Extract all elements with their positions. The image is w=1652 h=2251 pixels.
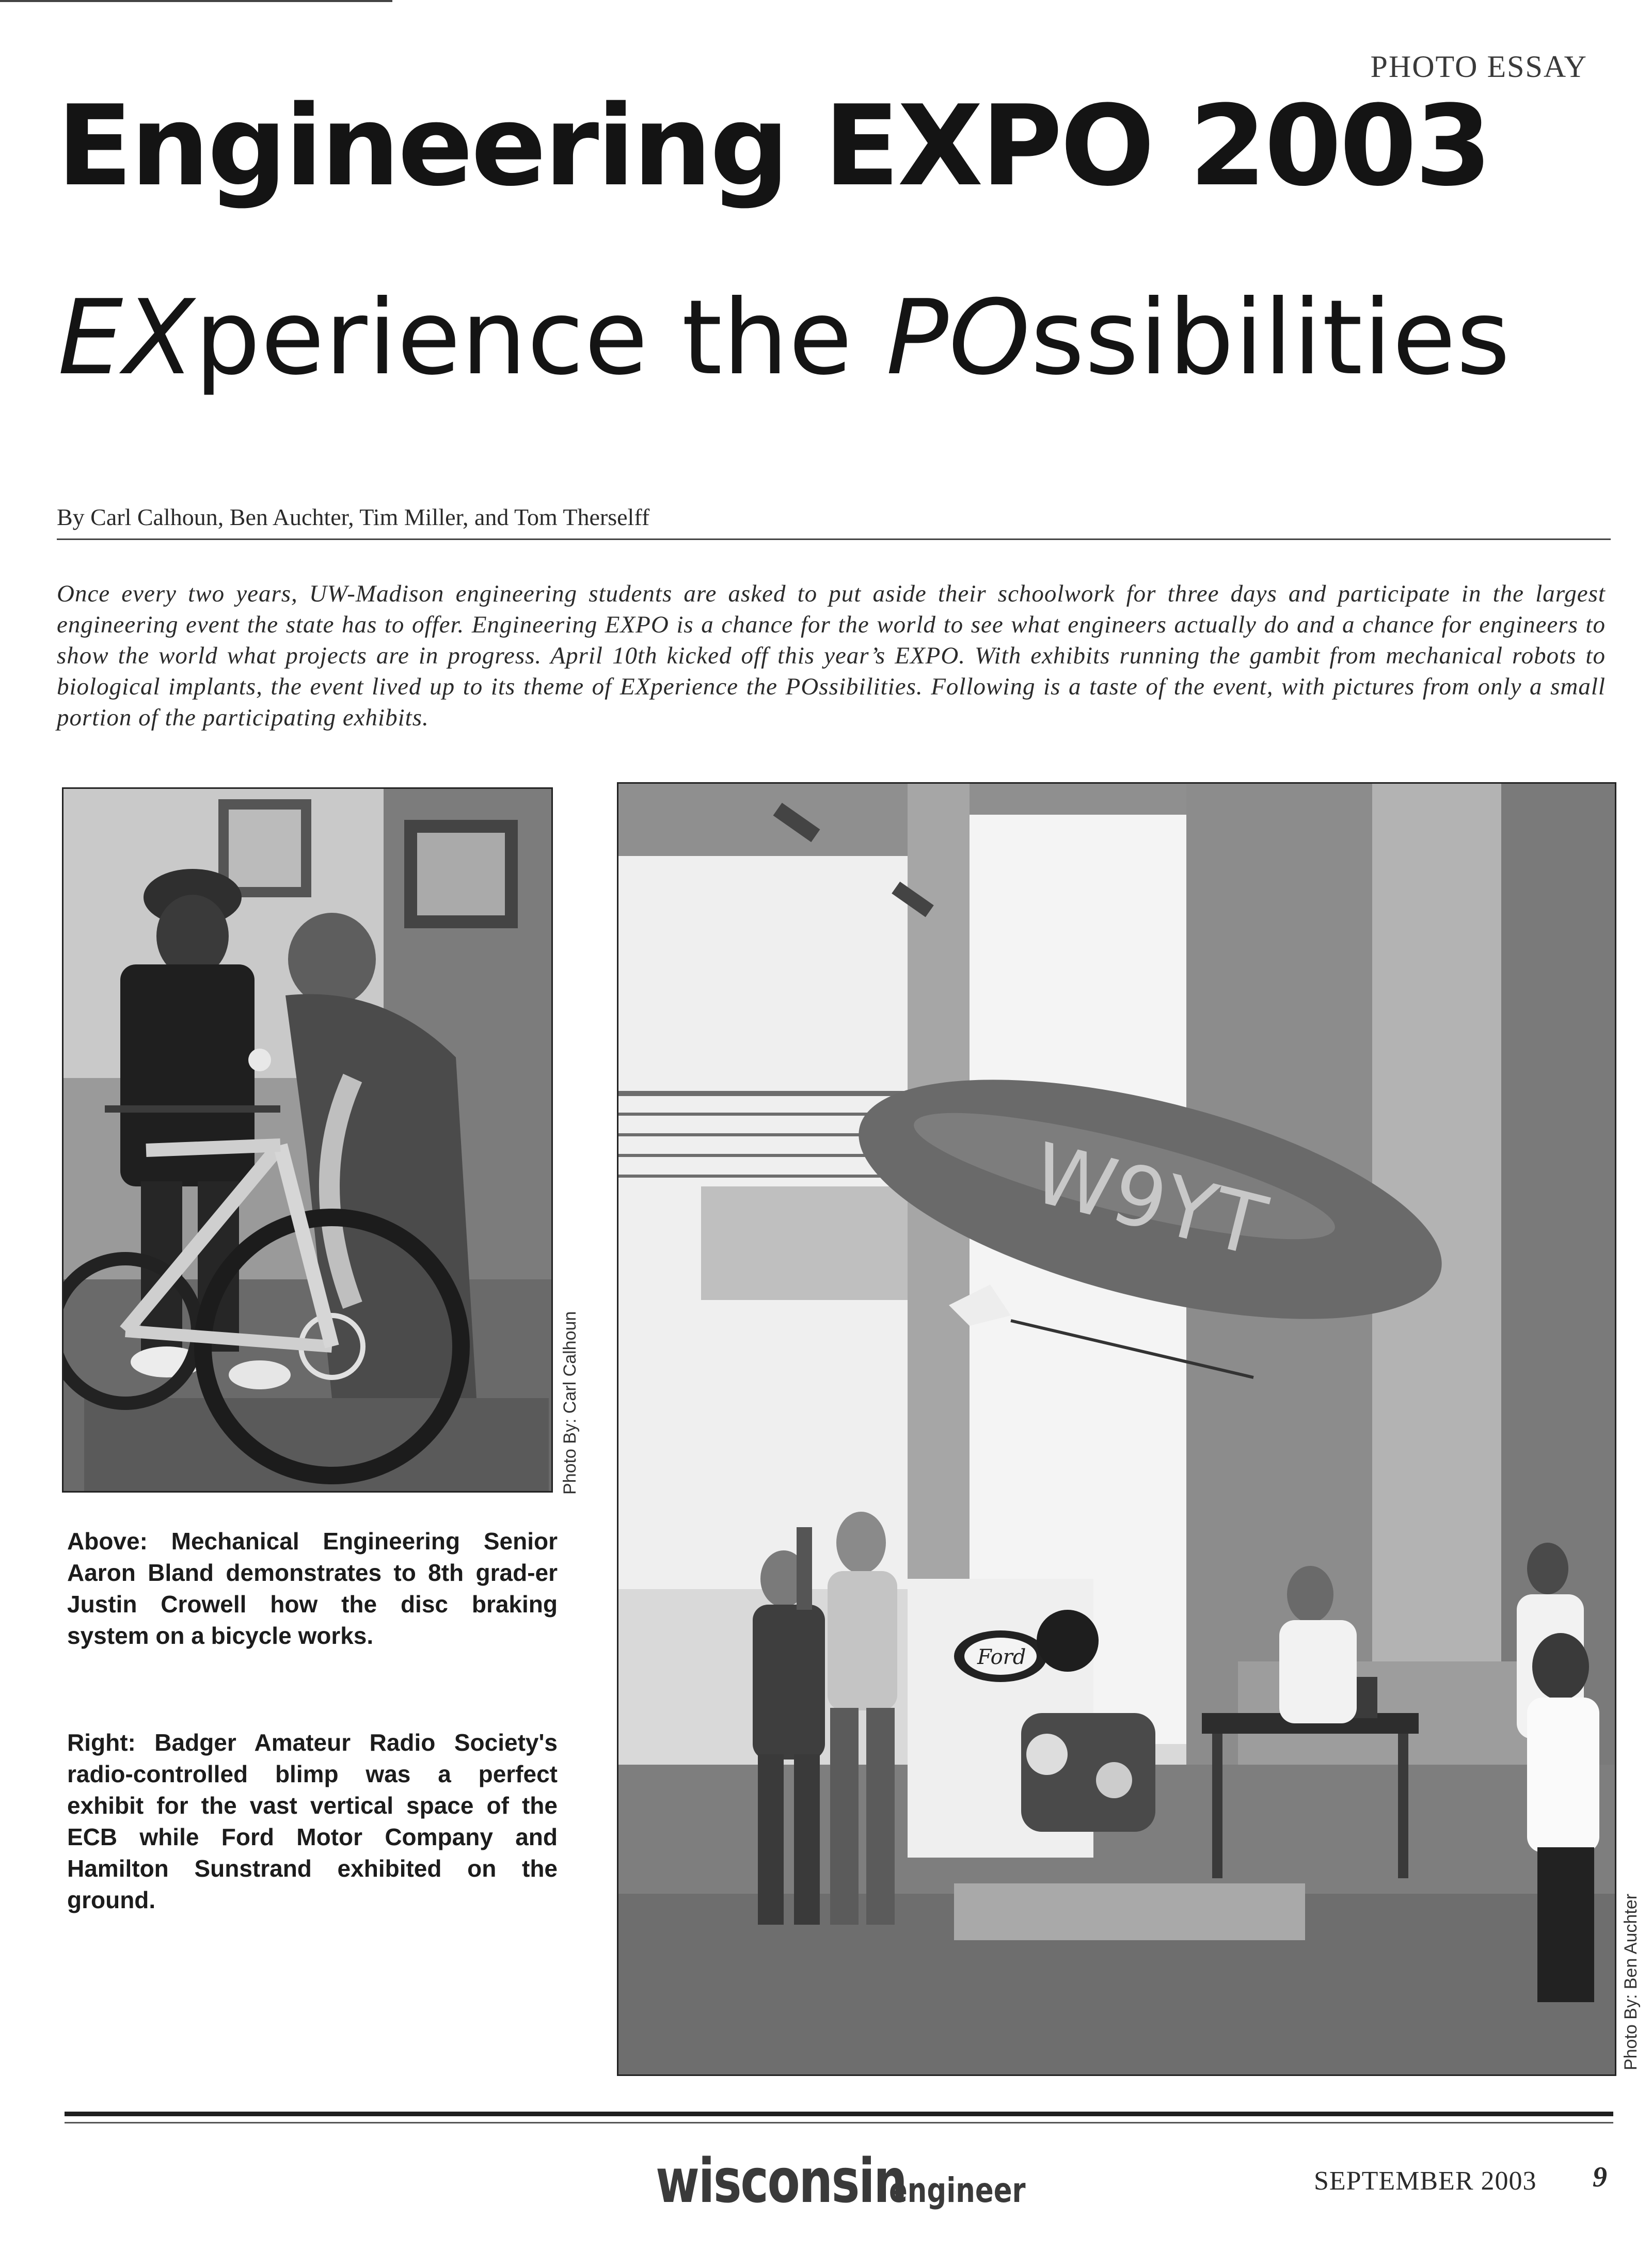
page-subtitle bbox=[58, 278, 1511, 398]
subtitle-part-po: PO bbox=[886, 278, 1031, 398]
subtitle-part-ex: EX bbox=[58, 278, 195, 398]
top-hairline bbox=[0, 0, 392, 2]
magazine-logo bbox=[656, 2145, 1060, 2216]
issue-date: SEPTEMBER 2003 bbox=[1314, 2166, 1537, 2196]
footer-rule-thick bbox=[65, 2112, 1613, 2116]
bicycle-brake-photo bbox=[62, 787, 553, 1493]
byline-divider bbox=[57, 538, 1611, 540]
subtitle-part-perience: perience the bbox=[195, 278, 886, 398]
caption-above: Above: Mechanical Engineering Senior Aaron Bland demonstrates to 8th grad-er Justin Crowell how the disc braking system on a bicycle works. bbox=[67, 1528, 558, 1649]
left-photo-credit: Photo By: Carl Calhoun bbox=[560, 1311, 580, 1495]
caption-right: Right: Badger Amateur Radio Society's radio-controlled blimp was a perfect exhibit for the vast vertical space of the ECB while Ford Motor Company and Hamilton Sunstrand exhibited on the ground. bbox=[67, 1729, 558, 1913]
right-photo-credit: Photo By: Ben Auchter bbox=[1621, 1893, 1641, 2070]
logo-engineer: engineer bbox=[889, 2170, 1026, 2210]
page-title: Engineering EXPO 2003 bbox=[57, 81, 1490, 211]
blimp-callsign: W9YT bbox=[1023, 1124, 1275, 1275]
page-number: 9 bbox=[1593, 2161, 1607, 2193]
section-kicker: PHOTO ESSAY bbox=[1370, 50, 1587, 84]
footer-rule-thin bbox=[65, 2122, 1613, 2123]
ford-logo-text: Ford bbox=[977, 1645, 1026, 1669]
subtitle-part-ssibilities: ssibilities bbox=[1030, 278, 1511, 398]
logo-wisconsin: wisconsin bbox=[656, 2145, 907, 2216]
blimp-atrium-photo bbox=[617, 782, 1616, 2076]
byline: By Carl Calhoun, Ben Auchter, Tim Miller, and Tom Therselff bbox=[57, 504, 650, 530]
intro-paragraph: Once every two years, UW-Madison engineering students are asked to put aside their schoolwork for three days and participate in the largest engineering event the state has to offer. Engineering EXPO is a chance for the world to see what engineers actually do and a chance for engineers to show the world what projects are in progress. April 10th kicked off this year’s EXPO. With exhibits running the gambit from mechanical robots to biological implants, the event lived up to its theme of EXperience the POssibilities. Following is a taste of the event, with pictures from only a small portion of the participating exhibits. bbox=[57, 580, 1606, 731]
